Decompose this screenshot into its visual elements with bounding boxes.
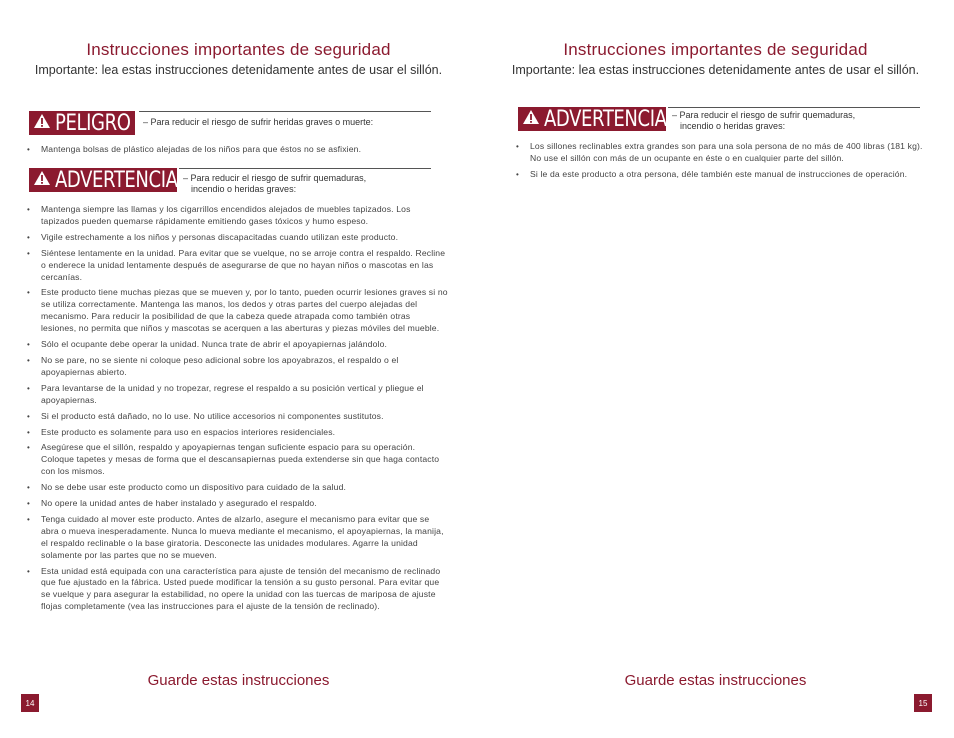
right-page	[477, 0, 954, 738]
list-item: • Si le da este producto a otra persona, déle también este manual de instrucciones de operación.	[513, 169, 933, 181]
warning-badge	[29, 168, 177, 192]
warning-label: ADVERTENCIA	[55, 167, 178, 193]
warning-label: ADVERTENCIA	[544, 106, 667, 132]
list-item: • No se debe usar este producto como un dispositivo para cuidado de la salud.	[24, 482, 448, 494]
list-item: • Para levantarse de la unidad y no tropezar, regrese el respaldo a su posición vertical y pliegue el apoyapiernas.	[24, 383, 448, 407]
list-item: • Los sillones reclinables extra grandes son para una sola persona de no más de 400 libras (181 kg). No use el sillón con más de un ocupante en éste o en cualquier parte del sillón.	[513, 141, 933, 165]
warning-block	[29, 168, 431, 194]
warning-block	[518, 107, 920, 133]
warning-text-line2: incendio o heridas graves:	[680, 121, 786, 131]
warning-text	[183, 173, 433, 195]
footer-text: Guarde estas instrucciones	[147, 672, 330, 689]
warning-badge	[518, 107, 666, 131]
list-item: • Este producto es solamente para uso en espacios interiores residenciales.	[24, 427, 448, 439]
danger-text: – Para reducir el riesgo de sufrir heridas graves o muerte:	[143, 117, 374, 127]
warning-list	[24, 204, 448, 617]
warning-list	[513, 141, 933, 185]
list-item: • Mantenga bolsas de plástico alejadas de los niños para que éstos no se asfixien.	[24, 144, 444, 156]
warning-triangle-icon	[33, 170, 51, 190]
warning-rule	[179, 168, 431, 169]
danger-label: PELIGRO	[55, 110, 131, 136]
list-item: • Siéntese lentamente en la unidad. Para evitar que se vuelque, no se arroje contra el respaldo. Recline o enderece la unidad lentamente después de asegurarse de que no hayan niños o mascotas en las cercanías.	[24, 248, 448, 284]
list-item: • Si el producto está dañado, no lo use. No utilice accesorios ni componentes sustitutos.	[24, 411, 448, 423]
list-item: • Sólo el ocupante debe operar la unidad. Nunca trate de abrir el apoyapiernas jalándolo.	[24, 339, 448, 351]
warning-triangle-icon	[522, 109, 540, 129]
list-item: • Vigile estrechamente a los niños y personas discapacitadas cuando utilizan este producto.	[24, 232, 448, 244]
warning-text-line2: incendio o heridas graves:	[191, 184, 297, 194]
list-item: • No se pare, no se siente ni coloque peso adicional sobre los apoyabrazos, el respaldo o el apoyapiernas abierto.	[24, 355, 448, 379]
page-subtitle: Importante: lea estas instrucciones detenidamente antes de usar el sillón.	[511, 63, 920, 77]
danger-rule	[139, 111, 431, 112]
warning-text	[672, 110, 922, 132]
danger-badge	[29, 111, 135, 135]
list-item: • Este producto tiene muchas piezas que se mueven y, por lo tanto, pueden ocurrir lesiones graves si no se utiliza correctamente. Mantenga las manos, los dedos y otras partes del cuerpo alejadas del mecanismo. Para reducir la posibilidad de que la cabeza quede atrapada como también otras lesiones, no permita que niños y mascotas se acerquen a las aberturas y piezas móviles del mueble.	[24, 287, 448, 335]
warning-rule	[668, 107, 920, 108]
warning-triangle-icon	[33, 113, 51, 133]
page-number: 15	[914, 694, 932, 712]
page-number: 14	[21, 694, 39, 712]
list-item: • Esta unidad está equipada con una característica para ajuste de tensión del mecanismo de reclinado que fue ajustado en la fábrica. Usted puede modificar la tensión a su gusto personal. Para evitar que se vuelque y para asegurar la estabilidad, no opere la unidad con las tuercas de mariposa de ajuste flojas completamente (vea las instrucciones para el ajuste de la tensión de reclinado).	[24, 566, 448, 614]
danger-block	[29, 111, 431, 137]
list-item: • Asegúrese que el sillón, respaldo y apoyapiernas tengan suficiente espacio para su operación. Coloque tapetes y mesas de forma que el descansapiernas pueda extenderse sin que haga contacto con los mismos.	[24, 442, 448, 478]
warning-text-line1: – Para reducir el riesgo de sufrir quemaduras,	[672, 110, 856, 120]
list-item: • No opere la unidad antes de haber instalado y asegurado el respaldo.	[24, 498, 448, 510]
danger-list	[24, 144, 444, 160]
warning-text-line1: – Para reducir el riesgo de sufrir quemaduras,	[183, 173, 367, 183]
page-subtitle: Importante: lea estas instrucciones detenidamente antes de usar el sillón.	[34, 63, 443, 77]
list-item: • Mantenga siempre las llamas y los cigarrillos encendidos alejados de muebles tapizados. Los tapizados pueden quemarse rápidamente emitiendo gases tóxicos y humo espeso.	[24, 204, 448, 228]
page-title: Instrucciones importantes de seguridad	[86, 40, 391, 59]
list-item: • Tenga cuidado al mover este producto. Antes de alzarlo, asegure el mecanismo para evitar que se abra o mueva inesperadamente. Nunca lo mueva mediante el mecanismo, el apoyapiernas, la manija, el respaldo reclinable o la base giratoria. Desconecte las unidades modulares. Agarre la unidad solamente por las partes que no se mueven.	[24, 514, 448, 562]
page-title: Instrucciones importantes de seguridad	[563, 40, 868, 59]
footer-text: Guarde estas instrucciones	[624, 672, 807, 689]
